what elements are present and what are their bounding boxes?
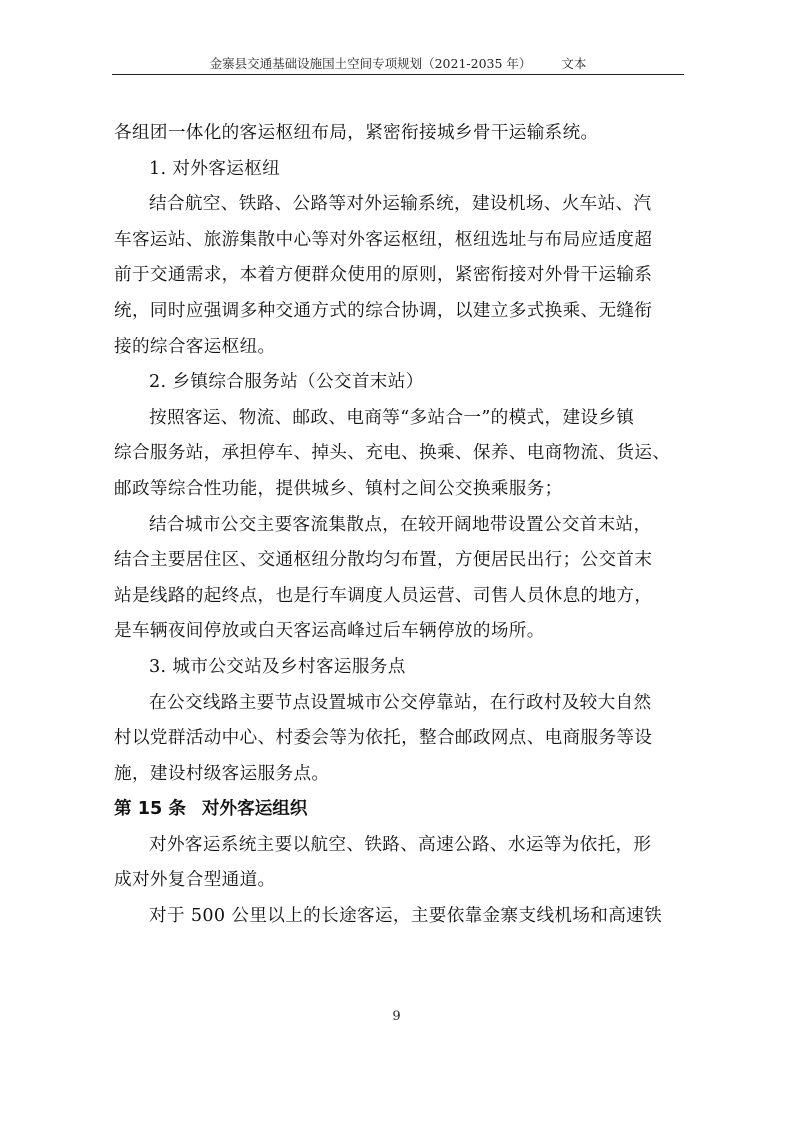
section-heading: 3. 城市公交站及乡村客运服务点 (149, 656, 406, 677)
section-heading: 2. 乡镇综合服务站（公交首末站） (149, 372, 424, 393)
paragraph-line: 对于 500 公里以上的长途客运，主要依靠金寨支线机场和高速铁 (149, 906, 663, 927)
paragraph-line: 车客运站、旅游集散中心等对外客运枢纽，枢纽选址与布局应适度超 (114, 229, 653, 250)
document-body (114, 116, 684, 935)
paragraph-line: 站是线路的起终点，也是行车调度人员运营、司售人员休息的地方， (114, 585, 653, 606)
page-header (112, 54, 684, 74)
paragraph-line: 结合航空、铁路、公路等对外运输系统，建设机场、火车站、汽 (149, 194, 652, 215)
header-title: 金寨县交通基础设施国土空间专项规划（2021-2035 年） (209, 56, 532, 71)
paragraph-line: 接的综合客运枢纽。 (114, 336, 276, 357)
paragraph-line: 前于交通需求，本着方便群众使用的原则，紧密衔接对外骨干运输系 (114, 265, 653, 286)
paragraph-line: 在公交线路主要节点设置城市公交停靠站，在行政村及较大自然 (149, 692, 652, 713)
paragraph-line: 结合主要居住区、交通枢纽分散均匀布置，方便居民出行；公交首末 (114, 550, 653, 571)
section-heading: 1. 对外客运枢纽 (149, 158, 281, 179)
paragraph-line: 按照客运、物流、邮政、电商等“多站合一”的模式，建设乡镇 (149, 407, 635, 428)
article-heading (114, 792, 684, 828)
paragraph-line: 成对外复合型通道。 (114, 870, 276, 891)
paragraph-line: 村以党群活动中心、村委会等为依托，整合邮政网点、电商服务等设 (114, 728, 653, 749)
paragraph-line: 综合服务站，承担停车、掉头、充电、换乘、保养、电商物流、货运、 (114, 443, 671, 464)
header-rule (112, 74, 684, 75)
paragraph-line: 统，同时应强调多种交通方式的综合协调，以建立多式换乘、无缝衔 (114, 300, 653, 321)
paragraph-line: 对外客运系统主要以航空、铁路、高速公路、水运等为依托，形 (149, 834, 652, 855)
header-doctype: 文本 (561, 56, 587, 71)
article-title: 对外客运组织 (201, 799, 308, 820)
page-number: 9 (392, 1009, 401, 1024)
paragraph-line: 结合城市公交主要客流集散点，在较开阔地带设置公交首末站， (149, 514, 652, 535)
article-number: 第 15 条 (114, 799, 186, 820)
paragraph-line: 邮政等综合性功能，提供城乡、镇村之间公交换乘服务； (114, 478, 563, 499)
paragraph-line: 施，建设村级客运服务点。 (114, 763, 330, 784)
paragraph-line: 是车辆夜间停放或白天客运高峰过后车辆停放的场所。 (114, 621, 545, 642)
paragraph-line: 各组团一体化的客运枢纽布局，紧密衔接城乡骨干运输系统。 (114, 123, 599, 143)
